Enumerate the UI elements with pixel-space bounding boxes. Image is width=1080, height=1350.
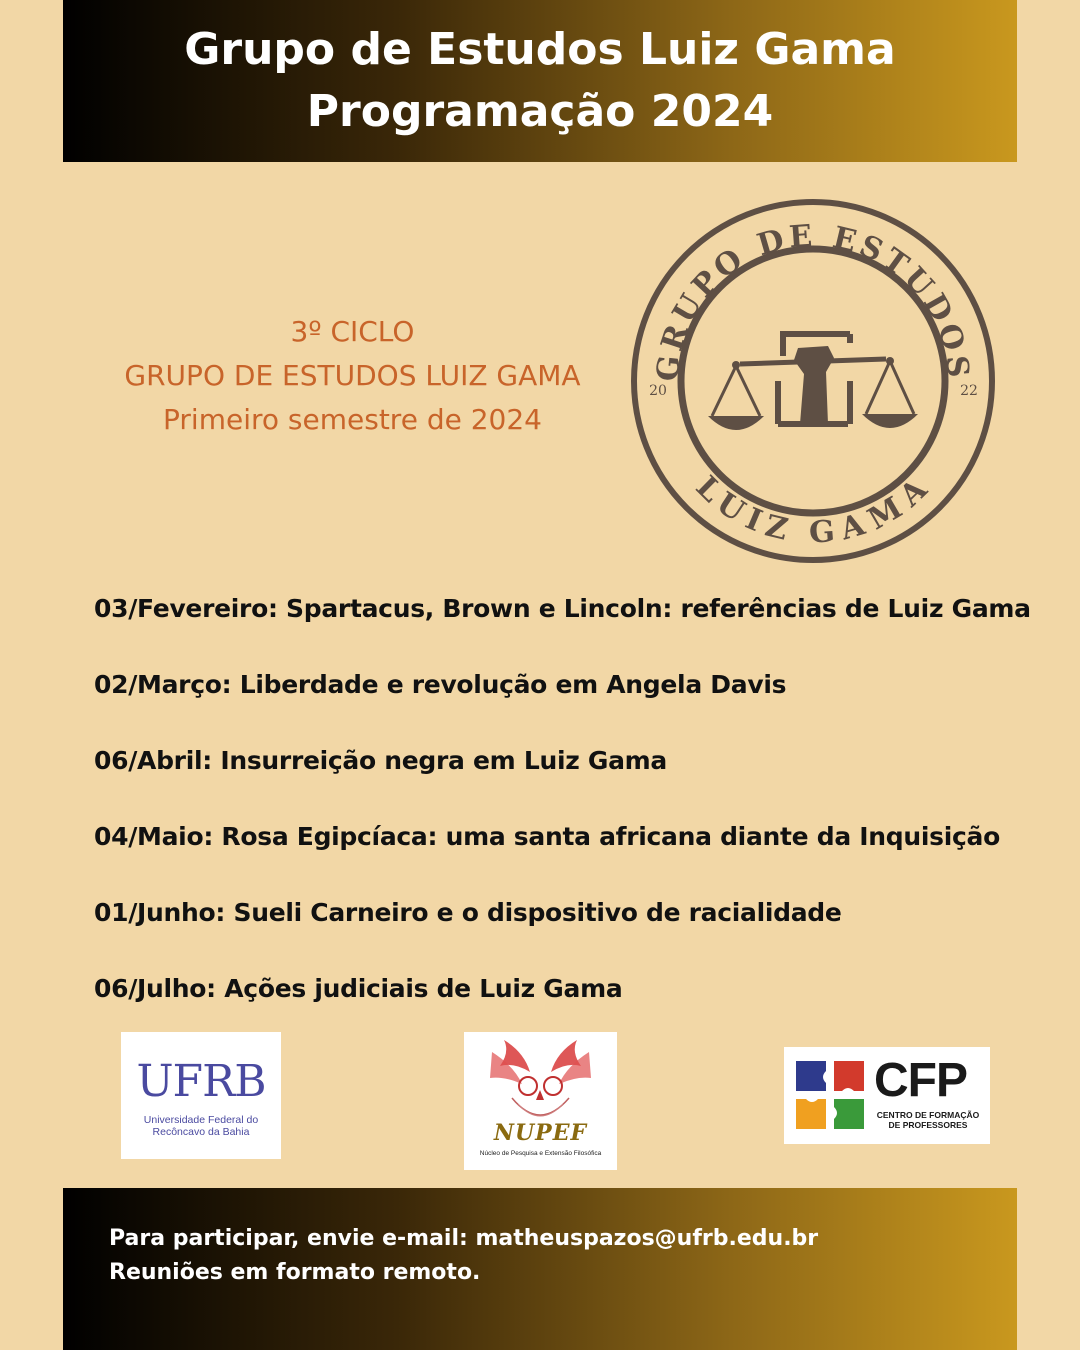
cfp-puzzle-icon — [792, 1057, 872, 1137]
schedule-item-julho: 06/Julho: Ações judiciais de Luiz Gama — [94, 974, 623, 1003]
schedule-item-maio: 04/Maio: Rosa Egipcíaca: uma santa africana diante da Inquisição — [94, 822, 1000, 851]
cfp-logo — [784, 1047, 990, 1144]
group-seal-logo — [628, 196, 998, 566]
seal-bottom-textpath: LUIZ GAMA — [689, 469, 937, 551]
footer-banner — [63, 1188, 1017, 1350]
page-title: Grupo de Estudos Luiz Gama — [184, 24, 896, 75]
seal-top-textpath: GRUPO DE ESTUDOS — [650, 218, 976, 383]
schedule-item-marco: 02/Março: Liberdade e revolução em Angela Davis — [94, 670, 787, 699]
cfp-subtitle — [872, 1110, 984, 1130]
schedule-item-junho: 01/Junho: Sueli Carneiro e o dispositivo de racialidade — [94, 898, 842, 927]
ufrb-logo-text — [121, 1114, 281, 1138]
semester-label: Primeiro semestre de 2024 — [163, 403, 542, 436]
page-subtitle: Programação 2024 — [306, 86, 774, 137]
cycle-label: 3º CICLO — [290, 315, 415, 348]
owl-emblem-icon — [464, 1032, 617, 1127]
ufrb-logo-mark: UFRB — [136, 1056, 266, 1107]
scales-of-justice-icon — [708, 334, 918, 430]
nupef-logo — [464, 1032, 617, 1170]
schedule-item-abril: 06/Abril: Insurreição negra em Luiz Gama — [94, 746, 667, 775]
format-line: Reuniões em formato remoto. — [109, 1260, 481, 1285]
ufrb-line-2: Recôncavo da Bahia — [152, 1126, 250, 1138]
schedule-list — [94, 588, 1054, 1044]
cycle-info — [100, 310, 605, 442]
nupef-name: NUPEF — [493, 1120, 588, 1146]
ufrb-line-1: Universidade Federal do — [143, 1114, 259, 1126]
footer-text — [109, 1222, 818, 1290]
contact-line: Para participar, envie e-mail: matheuspazos@ufrb.edu.br — [109, 1226, 819, 1251]
group-name: GRUPO DE ESTUDOS LUIZ GAMA — [124, 359, 581, 392]
cfp-line-1: CENTRO DE FORMAÇÃO — [876, 1110, 980, 1120]
ufrb-logo — [121, 1032, 281, 1159]
nupef-subtitle: Núcleo de Pesquisa e Extensão Filosófica — [479, 1150, 602, 1157]
seal-right-number: 22 — [960, 383, 978, 399]
schedule-item-fevereiro: 03/Fevereiro: Spartacus, Brown e Lincoln: referências de Luiz Gama — [94, 594, 1031, 623]
header-banner — [63, 0, 1017, 162]
cfp-name: CFP — [874, 1054, 967, 1107]
cfp-line-2: DE PROFESSORES — [888, 1120, 968, 1130]
seal-left-number: 20 — [649, 383, 667, 399]
